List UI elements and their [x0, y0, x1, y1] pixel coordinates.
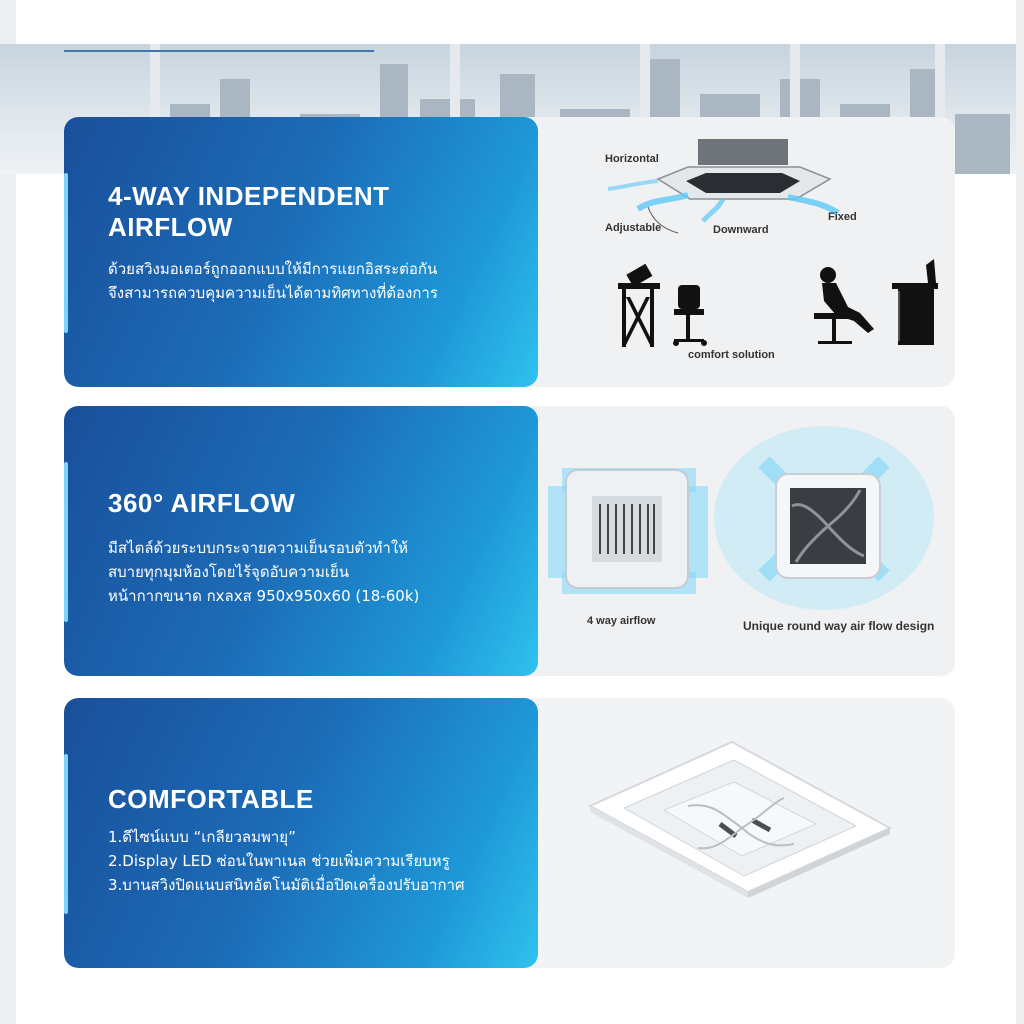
feature-text-panel: [64, 698, 538, 968]
desc-line: จึงสามารถควบคุมความเย็นได้ตามทิศทางที่ต้องการ: [108, 284, 438, 302]
label-fixed: Fixed: [828, 211, 857, 223]
feature-title-line2: AIRFLOW: [108, 212, 233, 242]
feature-text-panel: [64, 117, 538, 387]
feature-description: [108, 257, 438, 305]
desc-line: 1.ดีไซน์แบบ “เกลียวลมพายุ”: [108, 828, 296, 846]
desc-line: ด้วยสวิงมอเตอร์ถูกออกแบบให้มีการแยกอิสระต่อกัน: [108, 260, 438, 278]
feature-title: [108, 181, 390, 243]
feature-title: COMFORTABLE: [108, 784, 314, 814]
caption-round-airflow: Unique round way air flow design: [743, 619, 935, 633]
desc-line: หน้ากากขนาด กxลxส 950x950x60 (18-60k): [108, 587, 420, 605]
page-edge-right: [1016, 0, 1024, 1024]
panel-accent-bar: [64, 754, 68, 914]
feature-title-line1: 4-WAY INDEPENDENT: [108, 181, 390, 211]
cassette-unit-image: [538, 698, 955, 968]
desc-line: สบายทุกมุมห้องโดยไร้จุดอับความเย็น: [108, 563, 350, 581]
desc-line: มีสไตล์ด้วยระบบกระจายความเย็นรอบตัวทำให้: [108, 539, 409, 557]
header-rule: [64, 50, 374, 52]
panel-accent-bar: [64, 173, 68, 333]
label-horizontal: Horizontal: [605, 153, 659, 165]
feature-card-360-airflow: [64, 406, 955, 676]
feature-description: [108, 536, 419, 608]
feature-card-comfortable: [64, 698, 955, 968]
feature-title: 360° AIRFLOW: [108, 488, 296, 518]
caption-4-way-airflow: 4 way airflow: [587, 615, 656, 627]
label-adjustable: Adjustable: [605, 222, 662, 234]
feature-description: [108, 825, 465, 897]
feature-card-4way-airflow: [64, 117, 955, 387]
panel-accent-bar: [64, 462, 68, 622]
label-downward: Downward: [713, 224, 769, 236]
desc-line: 2.Display LED ซ่อนในพาเนล ช่วยเพิ่มความเรียบหรู: [108, 852, 450, 870]
label-comfort-solution: comfort solution: [688, 349, 775, 361]
airflow-panels-illustration: [538, 406, 955, 676]
feature-text-panel: [64, 406, 538, 676]
airflow-direction-diagram: [538, 117, 955, 387]
desc-line: 3.บานสวิงปิดแนบสนิทอัตโนมัติเมื่อปิดเครื่องปรับอากาศ: [108, 876, 465, 894]
